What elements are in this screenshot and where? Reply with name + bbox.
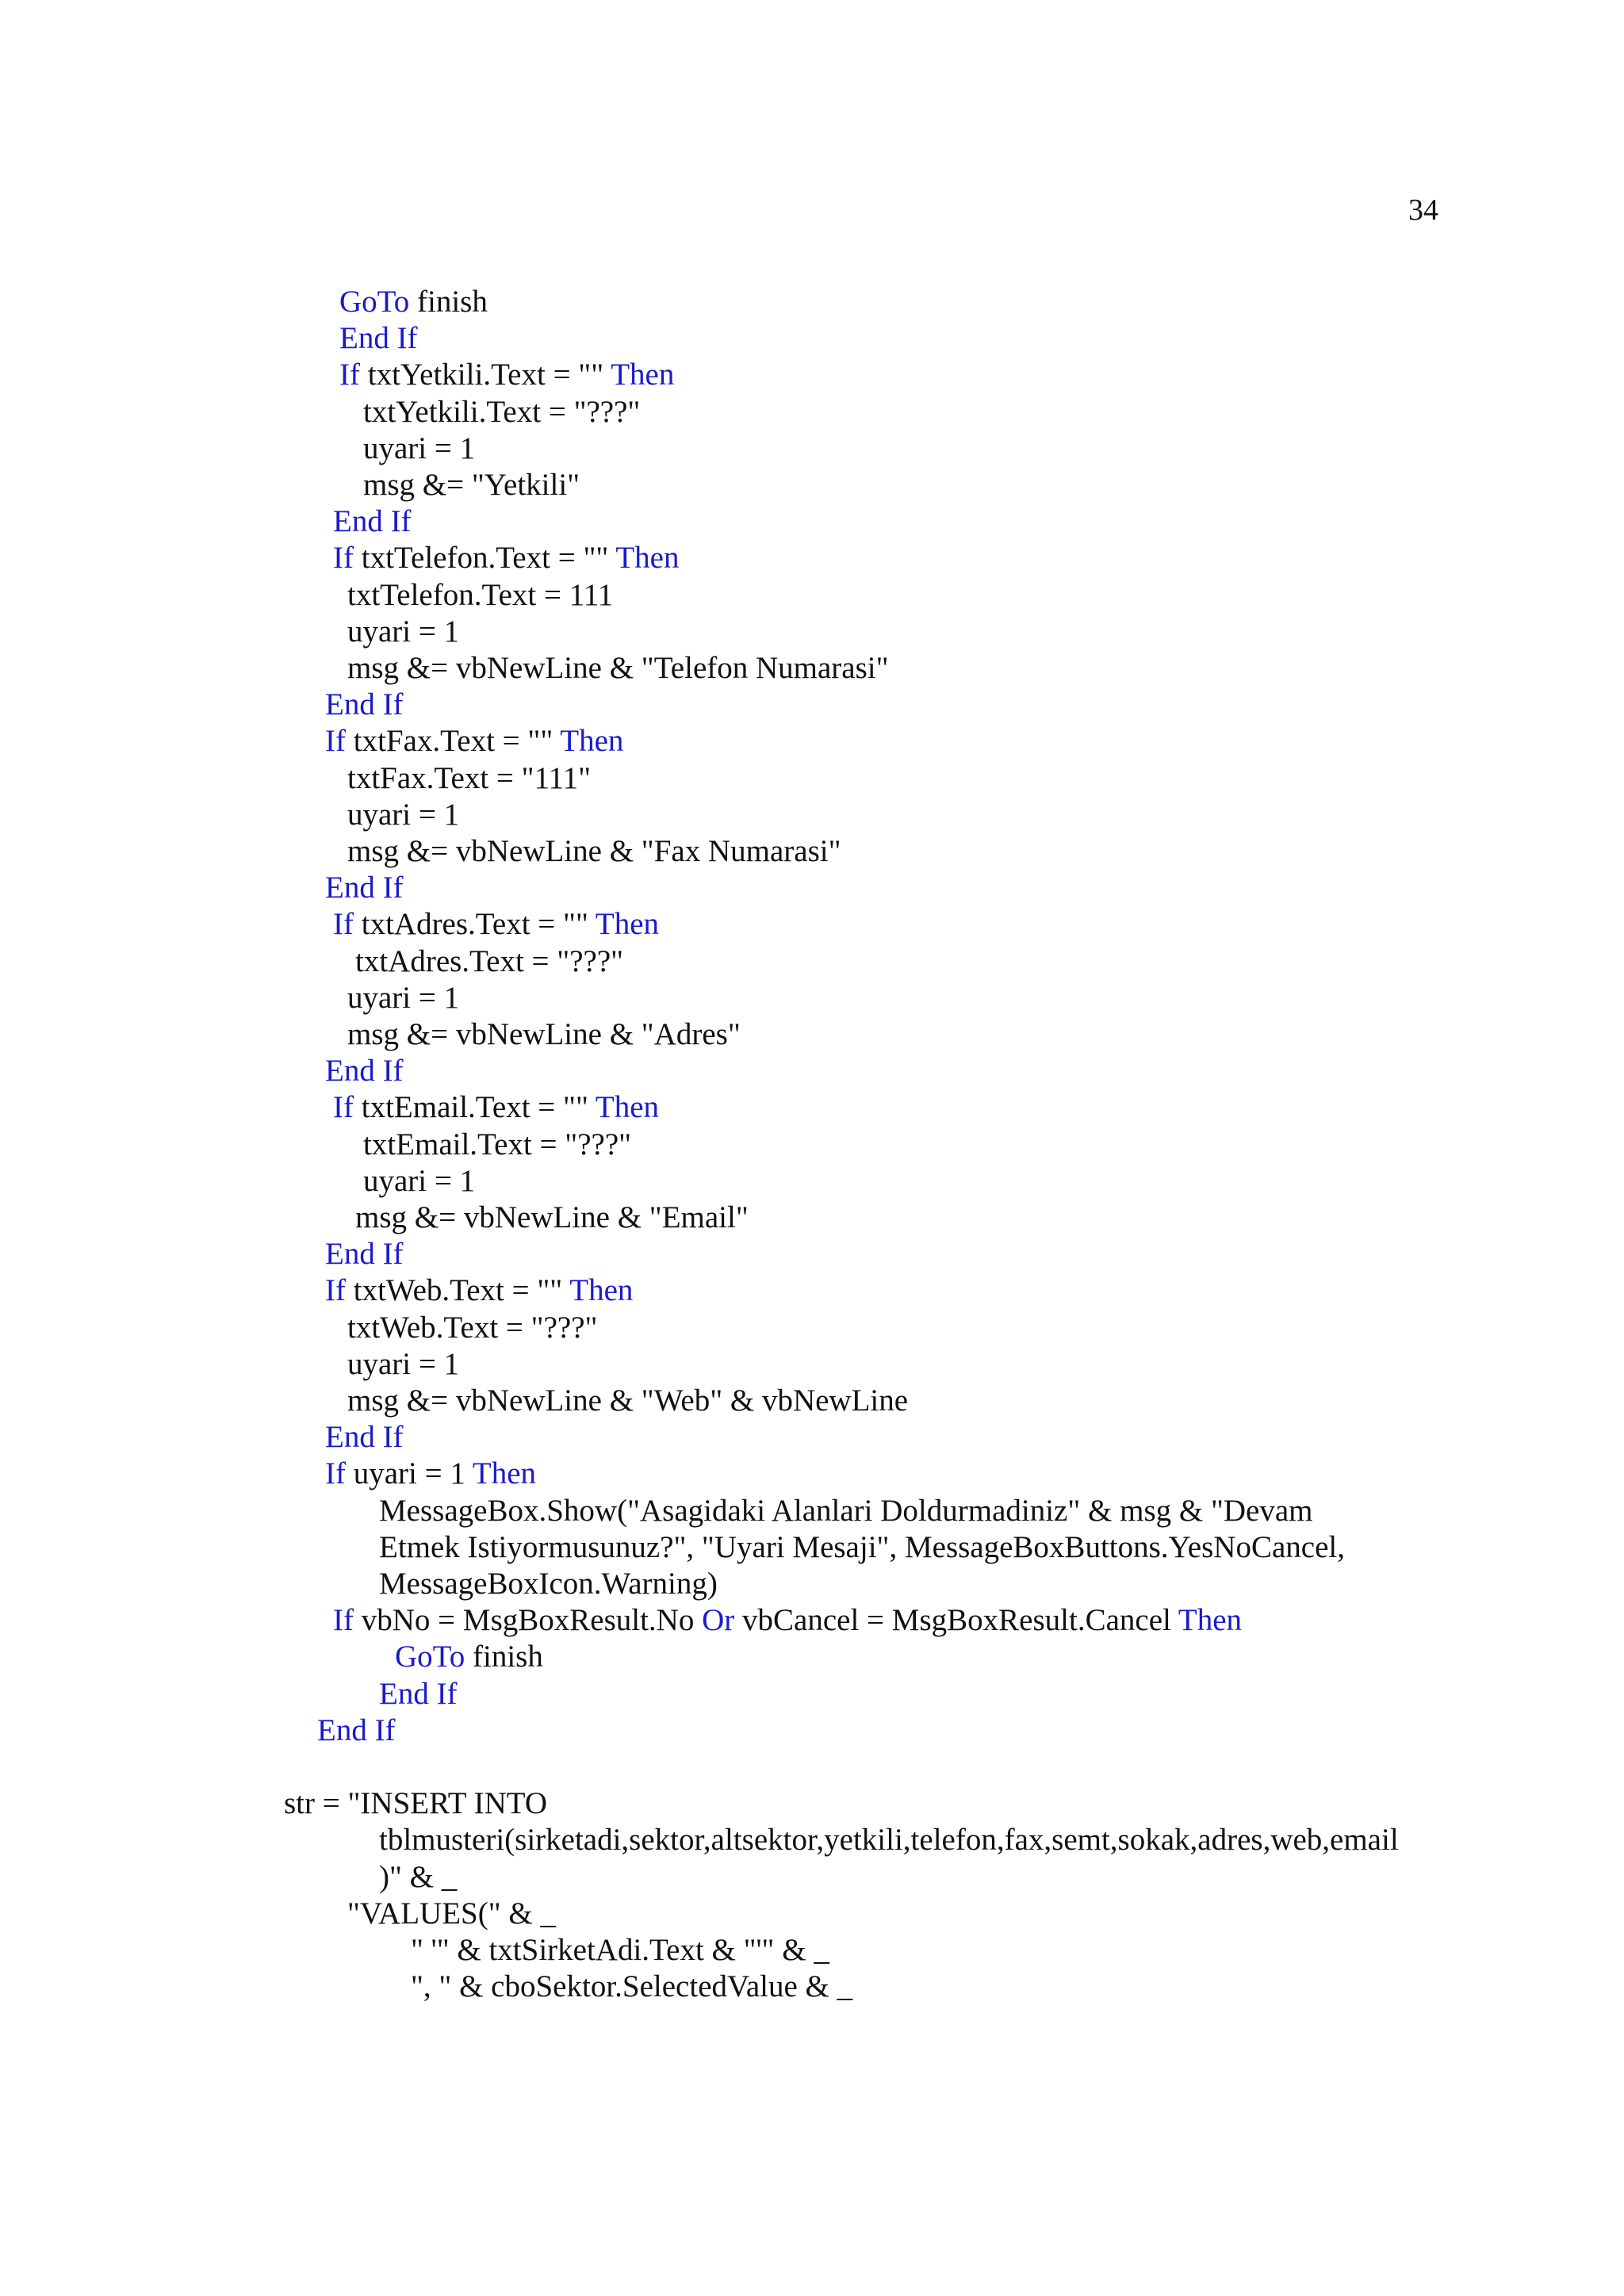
code-line bbox=[379, 1529, 1345, 1566]
code-keyword: GoTo bbox=[395, 1640, 465, 1674]
code-line bbox=[325, 687, 404, 723]
code-line bbox=[363, 430, 475, 467]
code-text: msg &= vbNewLine & "Web" & vbNewLine bbox=[347, 1383, 909, 1418]
code-keyword: End If bbox=[325, 1237, 404, 1272]
code-line bbox=[325, 1236, 404, 1272]
code-text: finish bbox=[465, 1640, 543, 1674]
code-line bbox=[347, 1016, 741, 1053]
code-text: txtFax.Text = "" bbox=[345, 724, 561, 759]
code-keyword: Then bbox=[611, 358, 675, 392]
code-line bbox=[339, 284, 488, 320]
code-text: msg &= vbNewLine & "Adres" bbox=[347, 1017, 741, 1051]
code-line bbox=[379, 1822, 1399, 1858]
code-line bbox=[347, 797, 459, 833]
code-line bbox=[347, 1896, 556, 1932]
code-keyword: End If bbox=[325, 871, 404, 905]
code-line bbox=[379, 1566, 718, 1602]
code-line bbox=[339, 320, 418, 357]
code-line bbox=[355, 1200, 749, 1236]
code-keyword: Then bbox=[1178, 1603, 1243, 1638]
code-text: finish bbox=[409, 285, 488, 319]
code-text: )" & _ bbox=[379, 1859, 458, 1894]
code-text: uyari = 1 bbox=[347, 980, 460, 1015]
code-text: uyari = 1 bbox=[347, 1346, 460, 1381]
code-text: txtWeb.Text = "" bbox=[345, 1273, 570, 1308]
code-text: txtTelefon.Text = "" bbox=[353, 541, 616, 576]
code-text: txtTelefon.Text = 111 bbox=[347, 577, 614, 612]
code-keyword: End If bbox=[325, 1420, 404, 1455]
code-keyword: End If bbox=[325, 1054, 404, 1089]
code-text: uyari = 1 bbox=[363, 1163, 476, 1198]
code-line bbox=[379, 1493, 1313, 1529]
code-line bbox=[347, 577, 613, 614]
code-line bbox=[333, 906, 659, 943]
code-line bbox=[395, 1639, 543, 1675]
code-text: str = "INSERT INTO bbox=[284, 1786, 548, 1821]
code-text: msg &= vbNewLine & "Telefon Numarasi" bbox=[347, 651, 889, 685]
code-keyword: Then bbox=[595, 907, 660, 942]
code-text: vbNo = MsgBoxResult.No bbox=[353, 1603, 703, 1638]
code-keyword: If bbox=[333, 907, 354, 942]
code-text: txtYetkili.Text = "???" bbox=[363, 394, 641, 429]
code-line bbox=[347, 1383, 908, 1419]
code-line bbox=[317, 1712, 396, 1749]
code-keyword: End If bbox=[325, 687, 404, 722]
code-text: msg &= vbNewLine & "Email" bbox=[355, 1200, 749, 1234]
code-keyword: Or bbox=[702, 1603, 735, 1638]
code-keyword: Then bbox=[569, 1273, 634, 1308]
code-keyword: End If bbox=[333, 504, 412, 539]
code-text: ", " & cboSektor.SelectedValue & _ bbox=[411, 1969, 853, 2004]
code-text: uyari = 1 bbox=[347, 797, 460, 832]
code-line bbox=[379, 1676, 458, 1712]
code-line bbox=[363, 1127, 631, 1163]
code-line bbox=[333, 540, 679, 576]
code-text: txtAdres.Text = "???" bbox=[355, 943, 624, 978]
code-text: msg &= "Yetkili" bbox=[363, 468, 580, 502]
code-line bbox=[363, 1163, 475, 1200]
code-text: vbCancel = MsgBoxResult.Cancel bbox=[734, 1603, 1178, 1638]
code-line bbox=[347, 1346, 459, 1383]
code-line bbox=[325, 1272, 633, 1309]
code-line bbox=[325, 870, 404, 906]
code-text: Etmek Istiyormusunuz?", "Uyari Mesaji", MessageBoxButtons.YesNoCancel, bbox=[379, 1529, 1345, 1564]
code-keyword: Then bbox=[472, 1456, 537, 1491]
code-line bbox=[325, 1456, 536, 1492]
code-line bbox=[325, 1419, 404, 1456]
code-line bbox=[333, 1602, 1242, 1639]
code-text: " '" & txtSirketAdi.Text & "'" & _ bbox=[411, 1933, 829, 1967]
code-keyword: If bbox=[325, 724, 346, 759]
code-line bbox=[339, 357, 674, 393]
code-text: uyari = 1 bbox=[363, 430, 476, 465]
code-line bbox=[333, 503, 412, 540]
code-line bbox=[347, 980, 459, 1016]
code-keyword: Then bbox=[560, 724, 624, 759]
code-line bbox=[411, 1969, 852, 2005]
code-text: txtAdres.Text = "" bbox=[353, 907, 596, 942]
code-text: uyari = 1 bbox=[347, 614, 460, 649]
code-text: txtFax.Text = "111" bbox=[347, 760, 592, 795]
code-keyword: If bbox=[325, 1273, 346, 1308]
code-keyword: If bbox=[339, 358, 360, 392]
code-keyword: If bbox=[333, 1603, 354, 1638]
code-keyword: If bbox=[325, 1456, 346, 1491]
code-keyword: Then bbox=[615, 541, 680, 576]
code-line bbox=[325, 723, 623, 760]
code-line bbox=[347, 760, 591, 797]
code-line bbox=[347, 1310, 597, 1346]
code-text: msg &= vbNewLine & "Fax Numarasi" bbox=[347, 834, 841, 868]
code-text: txtYetkili.Text = "" bbox=[359, 358, 611, 392]
code-line bbox=[363, 394, 640, 430]
page-number: 34 bbox=[1408, 193, 1438, 227]
code-line bbox=[347, 833, 841, 870]
code-text: txtEmail.Text = "" bbox=[353, 1090, 596, 1125]
code-keyword: End If bbox=[339, 321, 418, 356]
code-line bbox=[325, 1053, 404, 1089]
code-keyword: If bbox=[333, 1090, 354, 1125]
code-text: MessageBoxIcon.Warning) bbox=[379, 1567, 718, 1601]
code-text: txtWeb.Text = "???" bbox=[347, 1310, 598, 1345]
code-keyword: Then bbox=[595, 1090, 660, 1125]
code-text: uyari = 1 bbox=[345, 1456, 473, 1491]
code-line bbox=[379, 1859, 457, 1896]
code-line bbox=[347, 614, 459, 650]
code-keyword: End If bbox=[317, 1712, 396, 1747]
code-line bbox=[355, 943, 623, 980]
code-line bbox=[363, 467, 580, 503]
code-line bbox=[347, 650, 889, 687]
code-keyword: If bbox=[333, 541, 354, 576]
code-text: tblmusteri(sirketadi,sektor,altsektor,yetkili,telefon,fax,semt,sokak,adres,web,email bbox=[379, 1823, 1399, 1858]
code-line bbox=[284, 1785, 547, 1822]
code-line bbox=[333, 1089, 659, 1126]
code-text: MessageBox.Show("Asagidaki Alanlari Doldurmadiniz" & msg & "Devam bbox=[379, 1493, 1313, 1528]
code-text: txtEmail.Text = "???" bbox=[363, 1127, 632, 1161]
code-keyword: End If bbox=[379, 1676, 458, 1711]
code-keyword: GoTo bbox=[339, 285, 410, 319]
code-text: "VALUES(" & _ bbox=[347, 1896, 556, 1931]
code-line bbox=[411, 1932, 829, 1969]
